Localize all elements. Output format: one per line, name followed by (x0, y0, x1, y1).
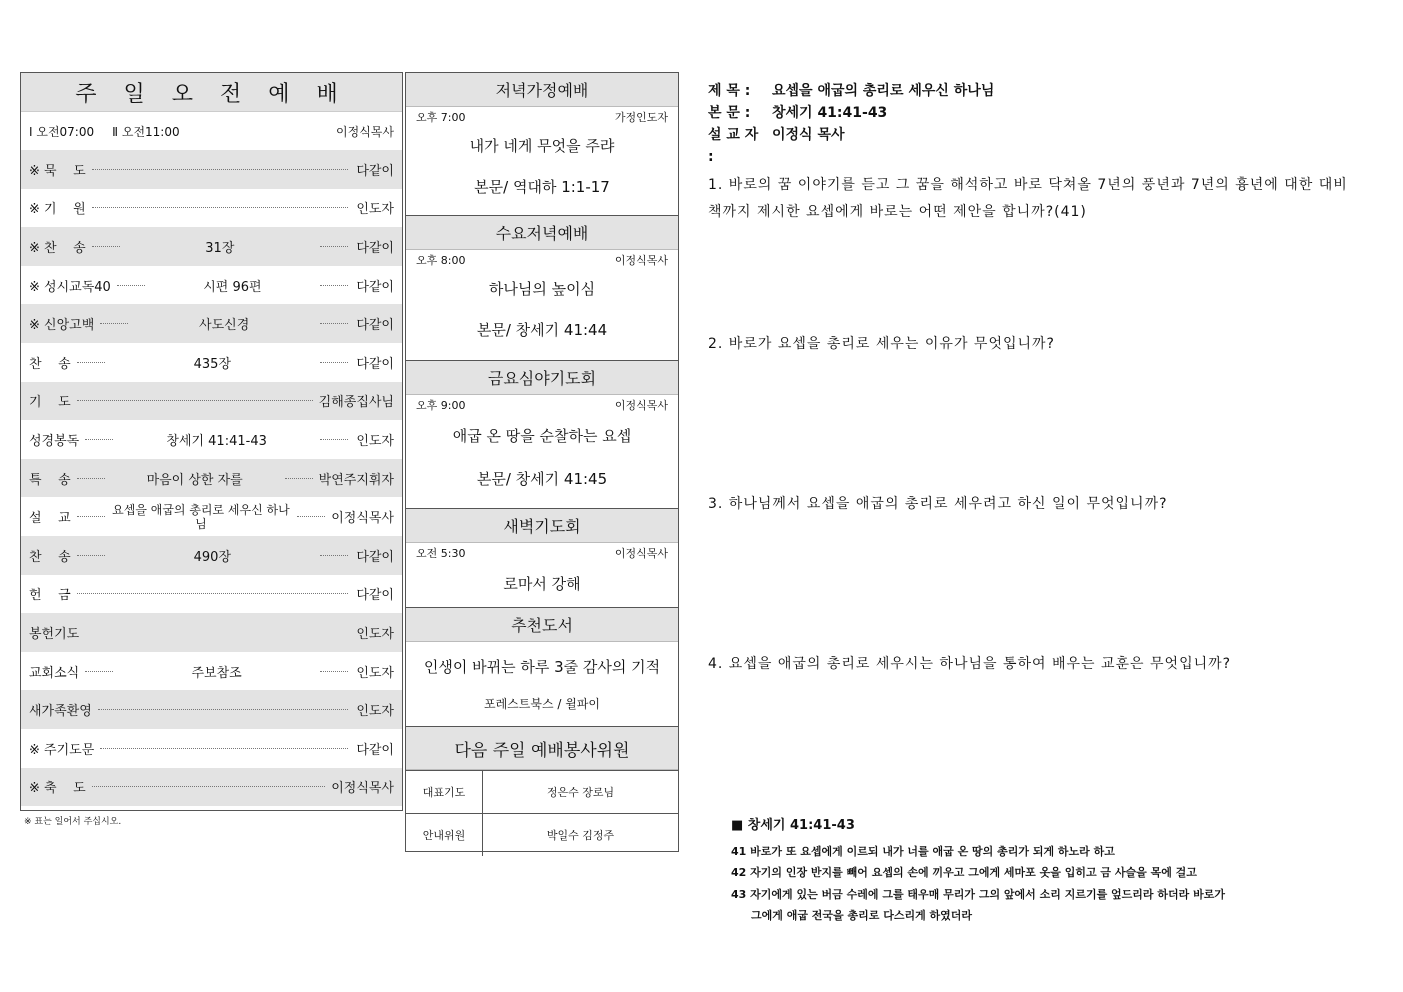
evening-time: 오후 7:00 (416, 111, 466, 124)
friday-info (406, 395, 678, 413)
friday-leader: 이정식목사 (614, 399, 668, 412)
order-person: 인도자 (356, 202, 394, 218)
order-label: 기 도 (29, 395, 71, 411)
wednesday-worship-section (406, 215, 678, 360)
order-label: 특 송 (29, 472, 71, 488)
leader-dots (77, 478, 105, 479)
leader-dots (320, 246, 348, 247)
friday-time: 오후 9:00 (416, 399, 466, 412)
verse-42: 42 자기의 인장 반지를 빼어 요셉의 손에 끼우고 그에게 세마포 옷을 입히고 금 사슬을 목에 걸고 (731, 866, 1197, 879)
order-label: ※ 신앙고백 (29, 318, 95, 334)
verse-43-continued: 그에게 애굽 전국을 총리로 다스리게 하였더라 (751, 909, 973, 922)
friday-prayer-title: 금요심야기도회 (406, 360, 678, 395)
order-person: 인도자 (356, 626, 394, 642)
question-2: 2. 바로가 요셉을 총리로 세우는 이유가 무엇입니까? (708, 336, 1055, 352)
leader-dots (297, 516, 325, 517)
order-person: 다같이 (356, 588, 394, 604)
question-1: 1. 바로의 꿈 이야기를 듣고 그 꿈을 해석하고 바로 닥쳐올 7년의 풍년과 7년의 흉년에 대한 대비책까지 제시한 요셉에게 바로는 어떤 제안을 합니까?(41) (708, 177, 1348, 220)
order-row (21, 575, 402, 614)
morning-worship-box (20, 72, 403, 811)
evening-scripture: 본문/ 역대하 1:1-17 (474, 178, 610, 196)
order-label: ※ 기 원 (29, 202, 86, 218)
dawn-prayer-title: 새벽기도회 (406, 508, 678, 543)
dawn-leader: 이정식목사 (614, 547, 668, 560)
sermon-title: 요셉을 애굽의 총리로 세우신 하나님 (772, 83, 995, 99)
wednesday-sermon-title: 하나님의 높이심 (488, 280, 596, 298)
order-person: 다같이 (356, 240, 394, 256)
table-row (406, 771, 678, 814)
dawn-time: 오전 5:30 (416, 547, 466, 560)
wednesday-time: 오후 8:00 (416, 254, 466, 267)
order-row (21, 266, 402, 305)
leader-dots (77, 593, 348, 594)
order-item: 요셉을 애굽의 총리로 세우신 하나님 (112, 502, 290, 531)
order-person: 다같이 (356, 163, 394, 179)
order-row (21, 343, 402, 382)
order-row (21, 150, 402, 189)
friday-prayer-section (406, 360, 678, 508)
passage-title: ■ 창세기 41:41-43 (731, 818, 855, 833)
service-time-2: Ⅱ 오전11:00 (112, 124, 180, 139)
duty-label: 대표기도 (406, 771, 483, 814)
sermon-preacher-key: 설 교 자 : (708, 127, 759, 165)
order-person: 인도자 (356, 433, 394, 449)
weekly-services-box (405, 72, 679, 852)
order-label: 찬 송 (29, 549, 71, 565)
order-person: 다같이 (356, 318, 394, 334)
leader-dots (100, 323, 128, 324)
sermon-title-key: 제 목 : (708, 83, 751, 99)
sermon-text-key: 본 문 : (708, 105, 751, 121)
duty-person: 박일수 김정주 (483, 814, 679, 857)
order-label: 새가족환영 (29, 704, 92, 720)
evening-info (406, 107, 678, 125)
verse-43: 43 자기에게 있는 버금 수레에 그를 태우매 무리가 그의 앞에서 소리 지르기를 엎드리라 하더라 바로가 (731, 887, 1225, 901)
dawn-info (406, 543, 678, 561)
order-person: 다같이 (356, 279, 394, 295)
leader-dots (320, 362, 348, 363)
question-3: 3. 하나님께서 요셉을 애굽의 총리로 세우려고 하신 일이 무엇입니까? (708, 496, 1168, 512)
leader-dots (77, 400, 313, 401)
order-person: 다같이 (356, 742, 394, 758)
leader-dots (92, 207, 348, 208)
leader-dots (320, 555, 348, 556)
table-row (406, 814, 678, 857)
wednesday-info (406, 250, 678, 268)
order-item: 시편 96편 (203, 279, 262, 295)
leader-dots (285, 478, 313, 479)
evening-sermon-title: 내가 네게 무엇을 주랴 (469, 137, 615, 155)
order-label: ※ 축 도 (29, 781, 86, 797)
order-row (21, 382, 402, 421)
scripture-passage (731, 815, 1351, 927)
order-label: 성경봉독 (29, 433, 80, 449)
dawn-sermon-title: 로마서 강해 (503, 575, 581, 593)
question-4: 4. 요셉을 애굽의 총리로 세우시는 하나님을 통하여 배우는 교훈은 무엇입니까? (708, 656, 1232, 672)
morning-times (21, 112, 402, 150)
leader-dots (85, 671, 113, 672)
order-label: 헌 금 (29, 588, 71, 604)
sermon-header (708, 80, 1368, 168)
wednesday-leader: 이정식목사 (614, 254, 668, 267)
service-time-1: Ⅰ 오전07:00 (29, 124, 95, 139)
order-row (21, 729, 402, 768)
sermon-preacher-row (708, 124, 1368, 168)
order-label: ※ 묵 도 (29, 163, 86, 179)
order-row (21, 652, 402, 691)
order-row (21, 690, 402, 729)
wednesday-worship-title: 수요저녁예배 (406, 215, 678, 250)
evening-leader: 가정인도자 (614, 111, 668, 124)
morning-worship-title: 주 일 오 전 예 배 (21, 73, 402, 112)
order-person: 박연주지휘자 (318, 472, 394, 488)
leader-dots (85, 439, 113, 440)
friday-sermon-title: 애굽 온 땅을 순찰하는 요셉 (452, 427, 632, 445)
sermon-preacher: 이정식 목사 (772, 127, 845, 143)
order-of-service (21, 150, 402, 806)
leader-dots (117, 285, 145, 286)
order-label: ※ 주기도문 (29, 742, 95, 758)
duty-label: 안내위원 (406, 814, 483, 857)
service-leader: 이정식목사 (336, 124, 394, 139)
dawn-prayer-section (406, 508, 678, 607)
order-item: 490장 (193, 549, 232, 565)
order-item: 마음이 상한 자를 (146, 472, 243, 488)
wednesday-scripture: 본문/ 창세기 41:44 (476, 321, 608, 339)
leader-dots (320, 671, 348, 672)
order-row (21, 536, 402, 575)
evening-worship-title: 저녁가정예배 (406, 73, 678, 107)
order-label: ※ 찬 송 (29, 240, 86, 256)
order-row (21, 768, 402, 807)
leader-dots (98, 709, 348, 710)
order-label: 설 교 (29, 511, 71, 527)
order-label: ※ 성시교독40 (29, 279, 111, 295)
standing-note: ※ 표는 일어서 주십시오. (24, 817, 122, 827)
order-person: 다같이 (356, 356, 394, 372)
order-row (21, 420, 402, 459)
duty-person: 정은수 장로님 (483, 771, 679, 814)
recommended-books-section (406, 607, 678, 726)
order-label: 봉헌기도 (29, 626, 80, 642)
leader-dots (320, 285, 348, 286)
order-item: 31장 (205, 240, 235, 256)
sermon-text: 창세기 41:41-43 (772, 105, 888, 121)
leader-dots (92, 246, 120, 247)
leader-dots (92, 169, 348, 170)
book-title: 인생이 바뀌는 하루 3줄 감사의 기적 (423, 658, 661, 676)
order-person: 인도자 (356, 665, 394, 681)
order-item: 주보참조 (191, 665, 242, 681)
next-week-section (406, 726, 678, 856)
leader-dots (320, 439, 348, 440)
order-person: 이정식목사 (331, 511, 394, 527)
order-item: 사도신경 (199, 318, 250, 334)
leader-dots (77, 362, 105, 363)
evening-worship-section (406, 73, 678, 215)
sermon-text-row (708, 102, 1368, 124)
leader-dots (77, 555, 105, 556)
verse-41: 41 바로가 또 요셉에게 이르되 내가 너를 애굽 온 땅의 총리가 되게 하노라 하고 (731, 844, 1115, 858)
order-person: 이정식목사 (331, 781, 394, 797)
order-label: 찬 송 (29, 356, 71, 372)
next-week-title: 다음 주일 예배봉사위원 (406, 726, 678, 770)
leader-dots (77, 516, 105, 517)
order-item: 창세기 41:41-43 (166, 433, 267, 449)
order-label: 교회소식 (29, 665, 80, 681)
leader-dots (100, 748, 348, 749)
order-person: 인도자 (356, 704, 394, 720)
leader-dots (320, 323, 348, 324)
order-item: 435장 (193, 356, 232, 372)
friday-scripture: 본문/ 창세기 41:45 (476, 470, 608, 488)
order-row (21, 304, 402, 343)
leader-dots (92, 786, 326, 787)
order-row (21, 227, 402, 266)
order-row (21, 613, 402, 652)
order-person: 김해종집사님 (318, 395, 394, 411)
order-row (21, 459, 402, 498)
sermon-title-row (708, 80, 1368, 102)
order-row (21, 189, 402, 228)
recommended-books-title: 추천도서 (406, 607, 678, 642)
book-publisher: 포레스트북스 / 윌파이 (483, 697, 600, 711)
next-week-table (406, 770, 678, 856)
order-row (21, 497, 402, 536)
order-person: 다같이 (356, 549, 394, 565)
